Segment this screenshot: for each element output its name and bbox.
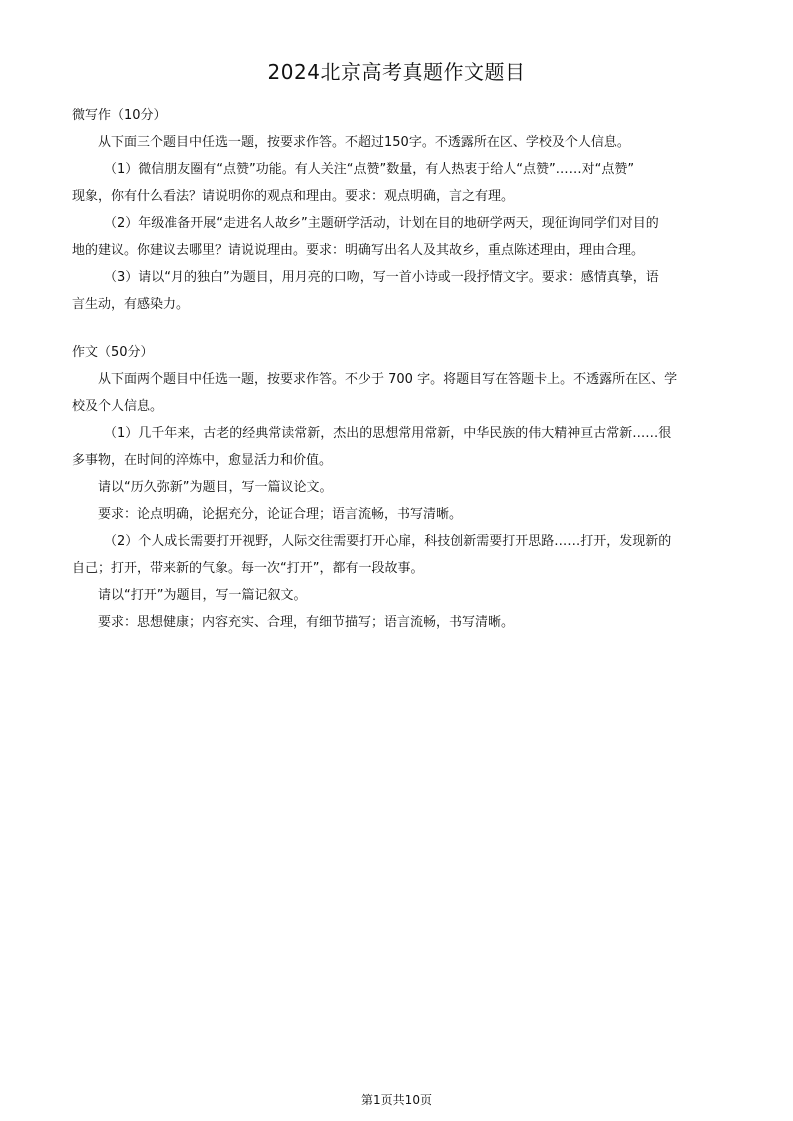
micro-question-1-line-2: 现象，你有什么看法？请说明你的观点和理由。要求：观点明确，言之有理。 <box>72 189 515 204</box>
micro-question-2-line-2: 地的建议。你建议去哪里？请说说理由。要求：明确写出名人及其故乡，重点陈述理由，理由合理。 <box>72 243 645 258</box>
micro-question-3-line-2: 言生动，有感染力。 <box>72 297 190 312</box>
essay-question-2-prompt: 请以“打开”为题目，写一篇记叙文。 <box>98 588 307 603</box>
micro-question-1-line-1: （1）微信朋友圈有“点赞”功能。有人关注“点赞”数量，有人热衷于给人“点赞”……对“点赞” <box>104 162 635 177</box>
section-spacer <box>72 318 724 339</box>
essay-heading: 作文（50分） <box>72 345 154 360</box>
essay-question-1-prompt: 请以“历久弥新”为题目，写一篇议论文。 <box>98 480 333 495</box>
page-footer: 第1页共10页 <box>361 1093 432 1107</box>
essay-question-2-line-2: 自己；打开，带来新的气象。每一次“打开”，都有一段故事。 <box>72 561 424 576</box>
essay-instruction-line-1: 从下面两个题目中任选一题，按要求作答。不少于 700 字。将题目写在答题卡上。不透露所在区、学 <box>98 372 678 387</box>
essay-question-2-line-1: （2）个人成长需要打开视野，人际交往需要打开心扉，科技创新需要打开思路……打开，发现新的 <box>104 534 672 549</box>
micro-writing-heading: 微写作（10分） <box>72 108 167 123</box>
document-body <box>72 102 724 636</box>
micro-writing-instruction: 从下面三个题目中任选一题，按要求作答。不超过150字。不透露所在区、学校及个人信息。 <box>98 135 630 150</box>
essay-instruction-line-2: 校及个人信息。 <box>72 399 164 414</box>
essay-question-1-requirements: 要求：论点明确，论据充分，论证合理；语言流畅，书写清晰。 <box>98 507 463 522</box>
essay-question-1-line-1: （1）几千年来，古老的经典常读常新，杰出的思想常用常新，中华民族的伟大精神亘古常新……很 <box>104 426 672 441</box>
essay-question-2-requirements: 要求：思想健康；内容充实、合理，有细节描写；语言流畅，书写清晰。 <box>98 615 515 630</box>
micro-question-2-line-1: （2）年级准备开展“走进名人故乡”主题研学活动，计划在目的地研学两天，现征询同学们对目的 <box>104 216 659 231</box>
essay-question-1-line-2: 多事物，在时间的淬炼中，愈显活力和价值。 <box>72 453 333 468</box>
page-title: 2024北京高考真题作文题目 <box>267 60 526 84</box>
micro-question-3-line-1: （3）请以“月的独白”为题目，用月亮的口吻，写一首小诗或一段抒情文字。要求：感情真挚，语 <box>104 270 659 285</box>
